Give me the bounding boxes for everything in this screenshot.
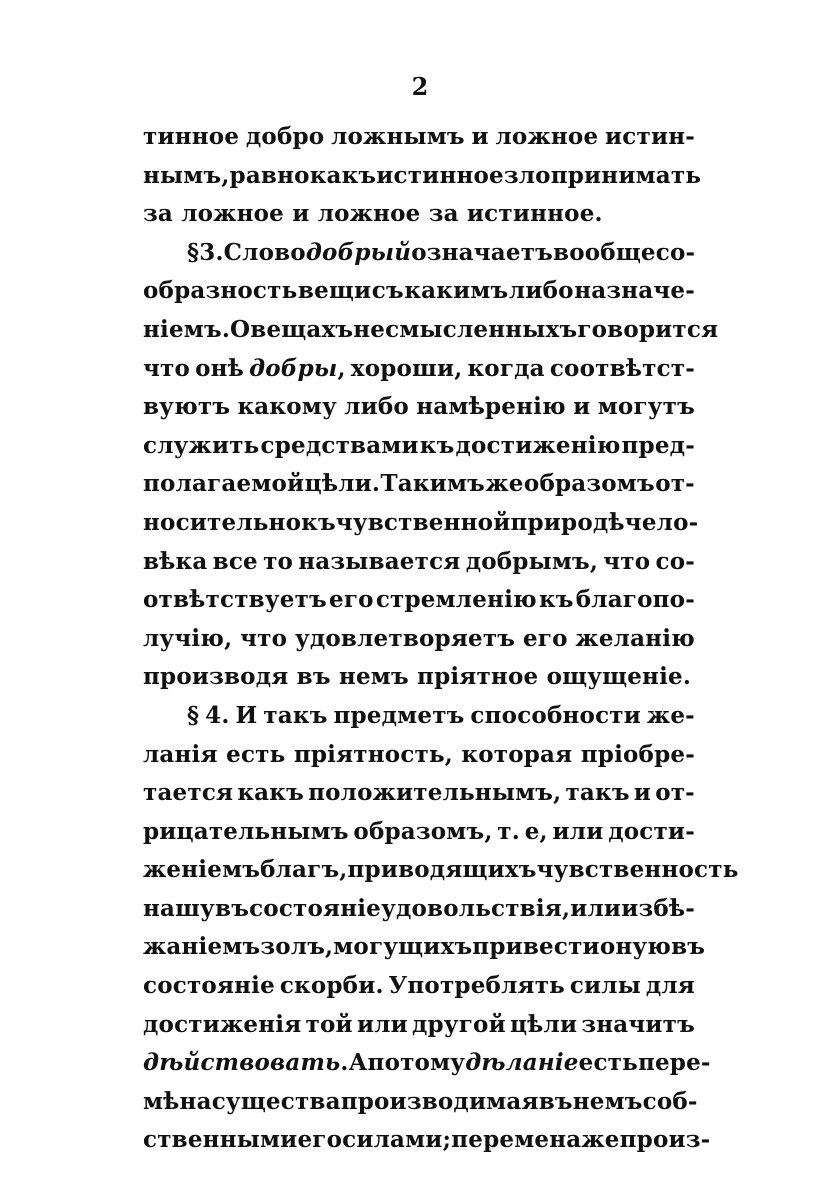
word: добро (245, 123, 325, 150)
word: для (645, 972, 695, 1000)
word: ственными (143, 1126, 298, 1154)
text-line (143, 504, 699, 543)
word: перемена (451, 1126, 582, 1154)
word: дѣйствовать. (143, 1049, 349, 1077)
text-line (143, 1006, 695, 1045)
word: въ (671, 933, 706, 961)
word: чело- (624, 508, 699, 536)
word: его (329, 586, 374, 614)
word: пред- (621, 431, 695, 459)
word: служить (143, 431, 260, 459)
word: существа (211, 1087, 341, 1115)
word: А (348, 1049, 368, 1077)
word: соб- (642, 1087, 698, 1115)
word: цѣли. (304, 470, 381, 498)
word: произ- (619, 1126, 711, 1154)
text-line (143, 890, 695, 929)
word: немъ (338, 663, 409, 691)
word: означаетъ (411, 238, 554, 266)
text-line (143, 697, 695, 736)
word: называется (298, 547, 461, 575)
word: природѣ (510, 508, 625, 536)
word: средствами (260, 431, 419, 459)
word: и (292, 200, 310, 228)
page-number: 2 (411, 72, 429, 101)
word: есть (226, 740, 286, 768)
word: е, (524, 817, 548, 845)
text-line (143, 543, 695, 582)
word: въ (215, 894, 250, 922)
word: либо (508, 277, 574, 305)
word: такъ (565, 779, 630, 807)
paragraph-indent (143, 234, 187, 273)
word: 3. (199, 238, 224, 266)
word: истинное (376, 161, 504, 189)
word: что (143, 354, 191, 382)
word: И (235, 701, 258, 729)
word: дѣланіе (465, 1049, 579, 1077)
word: добрый (305, 238, 412, 266)
word: какъ (309, 161, 377, 189)
word: со- (655, 238, 696, 266)
word: зло (503, 161, 551, 189)
word: ланія (143, 740, 218, 768)
word: дости- (608, 817, 695, 845)
word: предметъ (333, 701, 465, 729)
text-line (143, 118, 695, 157)
word: за (428, 200, 459, 228)
word: же (581, 1126, 620, 1154)
text-line (143, 620, 695, 659)
word: привести (472, 933, 600, 961)
word: достиженія (143, 1010, 302, 1038)
word: цѣли (509, 1010, 578, 1038)
word: ощущеніе. (546, 663, 692, 691)
word: и (573, 393, 591, 421)
word: желанію (575, 624, 695, 652)
word: за (143, 200, 173, 228)
word: или (552, 817, 604, 845)
word: той (305, 1010, 353, 1038)
word: положительнымъ, (308, 779, 562, 807)
word: тинное (143, 123, 240, 150)
word: О (230, 315, 251, 343)
word: какъ (237, 779, 304, 807)
word: § (187, 701, 200, 729)
word: равно (229, 161, 310, 189)
word: вѣка (143, 547, 208, 575)
word: способности (470, 701, 641, 729)
word: лучію, (143, 624, 233, 652)
word: другой (412, 1010, 506, 1038)
text-line (143, 851, 739, 890)
word: его (297, 1126, 343, 1154)
word: какимъ (404, 277, 509, 305)
text-line (143, 736, 695, 775)
text-line (143, 388, 695, 427)
text-line (143, 658, 695, 697)
word: благопо- (575, 586, 695, 614)
word: мѣна (143, 1087, 212, 1115)
word: къ (419, 431, 455, 459)
word: назначе- (574, 277, 695, 305)
word: вещи (297, 277, 372, 305)
text-line (143, 427, 695, 466)
word: его (522, 624, 568, 652)
word: ложное (317, 200, 421, 228)
word: состояніе (249, 894, 382, 922)
word: вообще (553, 238, 656, 266)
word: онѣ (195, 354, 245, 382)
word: когда (467, 354, 545, 382)
word: § (187, 238, 200, 266)
word: Употреблять (388, 972, 565, 1000)
word: отвѣтствуетъ (143, 586, 327, 614)
word: хороши, (350, 354, 463, 382)
word: что (240, 624, 288, 652)
word: либо (344, 393, 409, 421)
text-line (143, 928, 706, 967)
word: Слово (223, 238, 306, 266)
word: добрымъ, (465, 547, 599, 575)
word: рицательнымъ (143, 817, 349, 845)
word: полагаемой (143, 470, 305, 498)
text-line (143, 157, 702, 196)
word: соотвѣтст- (549, 354, 695, 382)
word: и (471, 123, 489, 150)
word: въ (538, 1087, 573, 1115)
text-line (143, 234, 695, 273)
word: ложное (495, 123, 599, 150)
word: вещахъ (250, 315, 354, 343)
word: силами; (342, 1126, 452, 1154)
word: несмысленныхъ (353, 315, 578, 343)
word: чувственной (335, 508, 511, 536)
text-line (143, 465, 695, 504)
word: пріобре- (580, 740, 695, 768)
word: намѣренію (416, 393, 566, 421)
word: тается (143, 779, 234, 807)
word: могущихъ (333, 933, 473, 961)
word: жаніемъ (143, 933, 261, 961)
word: которая (461, 740, 573, 768)
word: все (212, 547, 258, 575)
word: вуютъ (143, 393, 231, 421)
word: истинное. (466, 200, 603, 228)
word: силы (569, 972, 641, 1000)
word: говорится (577, 315, 719, 343)
word: истин- (605, 123, 695, 150)
word: значитъ (581, 1010, 695, 1038)
body-text (143, 118, 739, 1160)
text-line (143, 195, 695, 234)
word: ложнымъ (331, 123, 465, 150)
word: пріятное (417, 663, 539, 691)
text-line (143, 1044, 711, 1083)
word: какому (237, 393, 337, 421)
word: ніемъ. (143, 315, 231, 343)
word: избѣ- (621, 894, 695, 922)
word: образомъ (523, 470, 655, 498)
word: есть (578, 1049, 638, 1077)
word: или (356, 1010, 408, 1038)
word: немъ (572, 1087, 643, 1115)
word: т. (497, 817, 520, 845)
word: нымъ, (143, 161, 230, 189)
word: состояніе (143, 972, 275, 1000)
word: достиженію (455, 431, 621, 459)
word: образность (143, 277, 298, 305)
word: что (603, 547, 651, 575)
word: такъ (263, 701, 328, 729)
word: удовольствія, (381, 894, 571, 922)
paragraph-indent (143, 697, 187, 736)
word: носительно (143, 508, 302, 536)
word: скорби. (279, 972, 384, 1000)
word: стремленію (375, 586, 537, 614)
word: производимая (340, 1087, 539, 1115)
text-line (143, 311, 719, 350)
word: благъ, (260, 856, 348, 884)
word: образомъ, (353, 817, 493, 845)
text-line (143, 774, 695, 813)
word: къ (301, 508, 336, 536)
text-line (143, 1083, 698, 1122)
word: удовлетворяетъ (294, 624, 516, 652)
word: от- (655, 470, 695, 498)
word: чувственность (536, 856, 739, 884)
word: от- (655, 779, 695, 807)
word: женіемъ (143, 856, 261, 884)
word: 4. (205, 701, 230, 729)
text-line (143, 1121, 711, 1160)
word: нашу (143, 894, 215, 922)
word: же (485, 470, 524, 498)
text-line (143, 350, 695, 389)
word: и (633, 779, 652, 807)
word: съ (371, 277, 404, 305)
word: же- (646, 701, 695, 729)
word: въ (296, 663, 331, 691)
word: Такимъ (380, 470, 485, 498)
word: пріятность, (293, 740, 453, 768)
word: оную (599, 933, 672, 961)
word: пере- (637, 1049, 711, 1077)
word: со- (655, 547, 695, 575)
word: добры, (249, 354, 346, 382)
text-line (143, 272, 695, 311)
text-line (143, 967, 695, 1006)
word: потому (367, 1049, 466, 1077)
word: могутъ (597, 393, 695, 421)
word: ложное (181, 200, 284, 228)
word: то (263, 547, 294, 575)
text-line (143, 813, 695, 852)
word: производя (143, 663, 289, 691)
word: золъ, (260, 933, 334, 961)
word: принимать (550, 161, 702, 189)
word: къ (538, 586, 574, 614)
text-line (143, 581, 695, 620)
word: приводящихъ (347, 856, 537, 884)
word: или (570, 894, 622, 922)
